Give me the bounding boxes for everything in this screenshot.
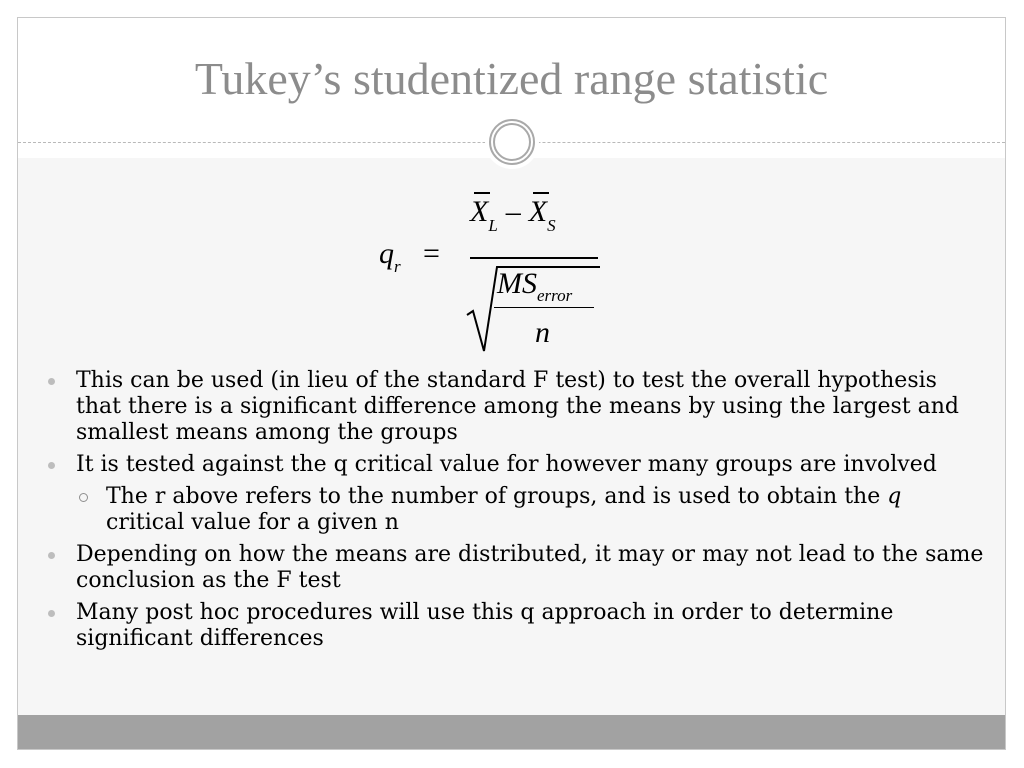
formula-xbar-small: X — [528, 195, 548, 228]
sub-bullet-text-before: The r above refers to the number of groups, and is used to obtain the — [106, 484, 888, 509]
bullet-dot-icon — [48, 610, 55, 617]
slide-title: Tukey’s studentized range statistic — [194, 53, 829, 104]
sub-bullet-text-after: critical value for a given n — [106, 510, 399, 535]
bullet-dot-icon — [48, 552, 55, 559]
tukey-formula — [375, 185, 615, 355]
formula-lhs — [379, 237, 401, 275]
circle-ornament-inner-ring — [493, 123, 531, 161]
formula-ms: MS — [497, 267, 537, 300]
formula-fraction-bar — [470, 257, 598, 259]
formula-xbar-large: X — [470, 195, 489, 228]
formula-lhs-var: q — [379, 237, 394, 270]
formula-numerator — [470, 195, 556, 235]
bullet-text: Depending on how the means are distributed, it may or may not lead to the same conclusion as the F test — [76, 542, 984, 593]
bullet-item — [46, 600, 986, 652]
formula-minus: – — [505, 195, 521, 228]
formula-error-sub: error — [537, 286, 573, 305]
bullet-text: It is tested against the q critical value for however many groups are involved — [76, 452, 937, 477]
bullet-item — [46, 452, 986, 478]
formula-equals: = — [423, 237, 440, 270]
formula-inner-fraction-bar — [494, 307, 594, 308]
formula-n: n — [535, 316, 550, 349]
footer-bar — [18, 715, 1005, 749]
sub-bullet-text-em: q — [887, 484, 902, 509]
sub-bullet-ring-icon — [79, 493, 88, 502]
bullet-list — [46, 368, 986, 658]
sub-bullet-item — [46, 484, 986, 536]
formula-sub-large: L — [488, 216, 498, 235]
formula-lhs-sub: r — [394, 257, 401, 276]
bullet-dot-icon — [48, 462, 55, 469]
bullet-text: This can be used (in lieu of the standard F test) to test the overall hypothesis that there is a significant difference among the means by using the largest and smallest means among the groups — [76, 368, 959, 445]
bullet-dot-icon — [48, 378, 55, 385]
bullet-text: Many post hoc procedures will use this q approach in order to determine significant differences — [76, 600, 894, 651]
formula-ms-error — [497, 267, 573, 305]
formula-sub-small: S — [547, 216, 556, 235]
bullet-item — [46, 368, 986, 446]
sub-bullet-text — [106, 484, 986, 536]
bullet-item — [46, 542, 986, 594]
